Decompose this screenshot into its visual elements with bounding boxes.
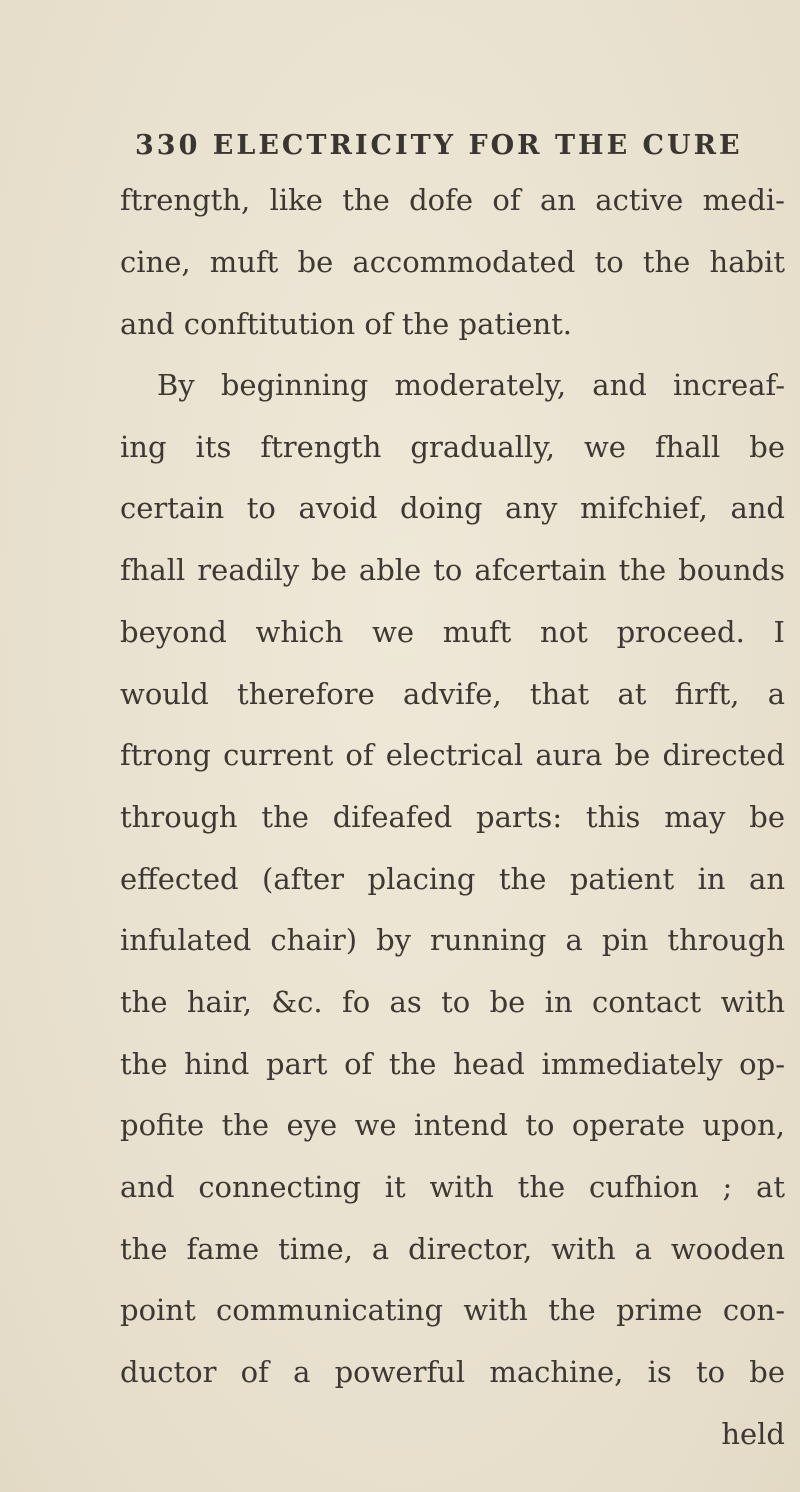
text-line: the hind part of the head immediately op- <box>120 1047 785 1081</box>
catchword: held <box>721 1417 785 1451</box>
text-line: and conftitution of the patient. <box>120 307 573 341</box>
running-head: 330 ELECTRICITY FOR THE CURE <box>135 130 743 161</box>
text-line: ftrength, like the dofe of an active medi- <box>120 183 785 217</box>
text-line: ductor of a powerful machine, is to be <box>120 1355 785 1389</box>
text-line: pofite the eye we intend to operate upon, <box>120 1108 785 1142</box>
text-line: fhall readily be able to afcertain the bounds <box>120 553 785 587</box>
text-line: ing its ftrength gradually, we fhall be <box>120 430 785 464</box>
text-line: point communicating with the prime con- <box>120 1293 785 1327</box>
text-line: would therefore advife, that at firft, a <box>120 677 785 711</box>
text-line: ftrong current of electrical aura be directed <box>120 738 785 772</box>
text-line: certain to avoid doing any mifchief, and <box>120 491 785 525</box>
text-line: By beginning moderately, and increaf- <box>157 368 785 402</box>
text-line: the hair, &c. fo as to be in contact with <box>120 985 785 1019</box>
text-line: effected (after placing the patient in an <box>120 862 785 896</box>
text-line: infulated chair) by running a pin through <box>120 923 785 957</box>
text-line: through the difeafed parts: this may be <box>120 800 785 834</box>
text-line: and connecting it with the cufhion ; at <box>120 1170 785 1204</box>
text-line: cine, muft be accommodated to the habit <box>120 245 785 279</box>
text-line: the fame time, a director, with a wooden <box>120 1232 785 1266</box>
text-line: beyond which we muft not proceed. I <box>120 615 785 649</box>
